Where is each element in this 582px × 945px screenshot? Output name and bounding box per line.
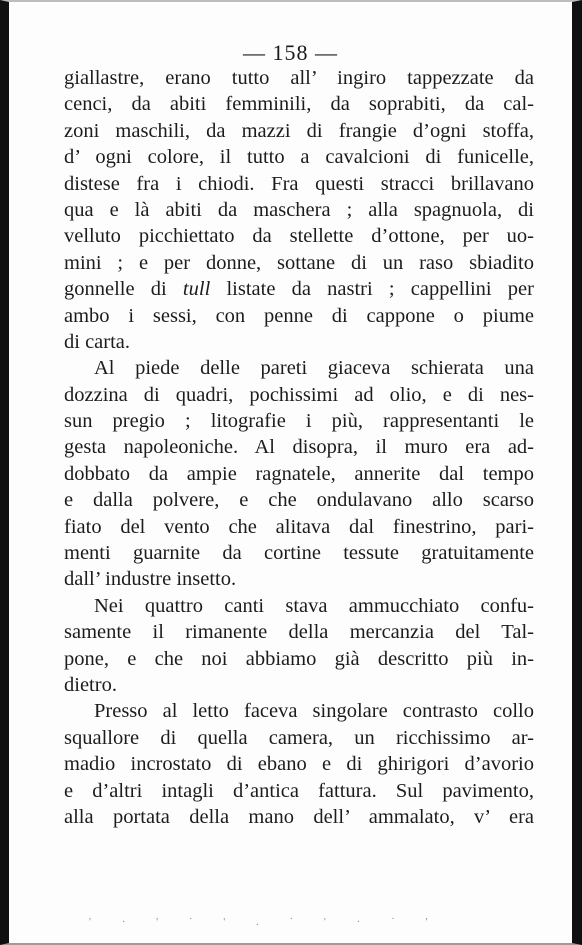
text-line: squallore di quella camera, un ricchissimo ar- [64, 726, 534, 749]
text-line: sun pregio ; litografie i più, rappresentanti le [64, 410, 534, 433]
text-line: zoni maschili, da mazzi di frangie d’ogni stoffa, [64, 119, 534, 142]
text-line: Nei quattro canti stava ammucchiato confu- [94, 594, 534, 617]
text-line: Presso al letto faceva singolare contrasto collo [94, 700, 534, 723]
page-number: — 158 — [243, 40, 338, 65]
text-line: pone, e che noi abbiamo già descritto più in- [64, 647, 534, 670]
text-line: dietro. [64, 673, 117, 696]
text-line: samente il rimanente della mercanzia del Tal- [64, 621, 534, 644]
scan-noise-marks: ' · ' ˙ ' . ˙ ' · ˙ ' [89, 916, 442, 928]
text-line: menti guarnite da cortine tessute gratuitamente [64, 542, 534, 565]
text-line: alla portata della mano dell’ ammalato, v’ era [64, 805, 534, 828]
text-line: di carta. [64, 330, 131, 353]
text-line: dall’ industre insetto. [64, 568, 237, 591]
text-line: ambo i sessi, con penne di cappone o piume [64, 304, 534, 327]
text-line: e d’altri intagli d’antica fattura. Sul pavimento, [64, 779, 534, 802]
text-line: qua e là abiti da maschera ; alla spagnuola, di [64, 198, 534, 221]
text-line: gonnelle di tull listate da nastri ; cappellini per [64, 278, 534, 301]
text-line: velluto picchiettato da stellette d’ottone, per uo- [64, 225, 534, 248]
text-line: dozzina di quadri, pochissimi ad olio, e di nes- [64, 383, 534, 406]
text-line: Al piede delle pareti giaceva schierata una [94, 357, 534, 380]
text-line: mini ; e per donne, sottane di un raso sbiadito [64, 251, 534, 274]
text-line: cenci, da abiti femminili, da soprabiti, da cal- [64, 93, 534, 116]
text-line: fiato del vento che alitava dal finestrino, pari- [64, 515, 534, 538]
text-line: giallastre, erano tutto all’ ingiro tappezzate da [64, 67, 534, 89]
text-line: distese fra i chiodi. Fra questi stracci brillavano [64, 172, 534, 195]
text-line: e dalla polvere, e che ondulavano allo scarso [64, 489, 534, 512]
text-line: gesta napoleoniche. Al disopra, il muro era ad- [64, 436, 534, 459]
text-line: dobbato da ampie ragnatele, annerite dal tempo [64, 462, 534, 485]
body-text [64, 65, 534, 830]
text-line: d’ ogni colore, il tutto a cavalcioni di funicelle, [64, 146, 534, 169]
text-line: madio incrostato di ebano e di ghirigori d’avorio [64, 753, 534, 776]
